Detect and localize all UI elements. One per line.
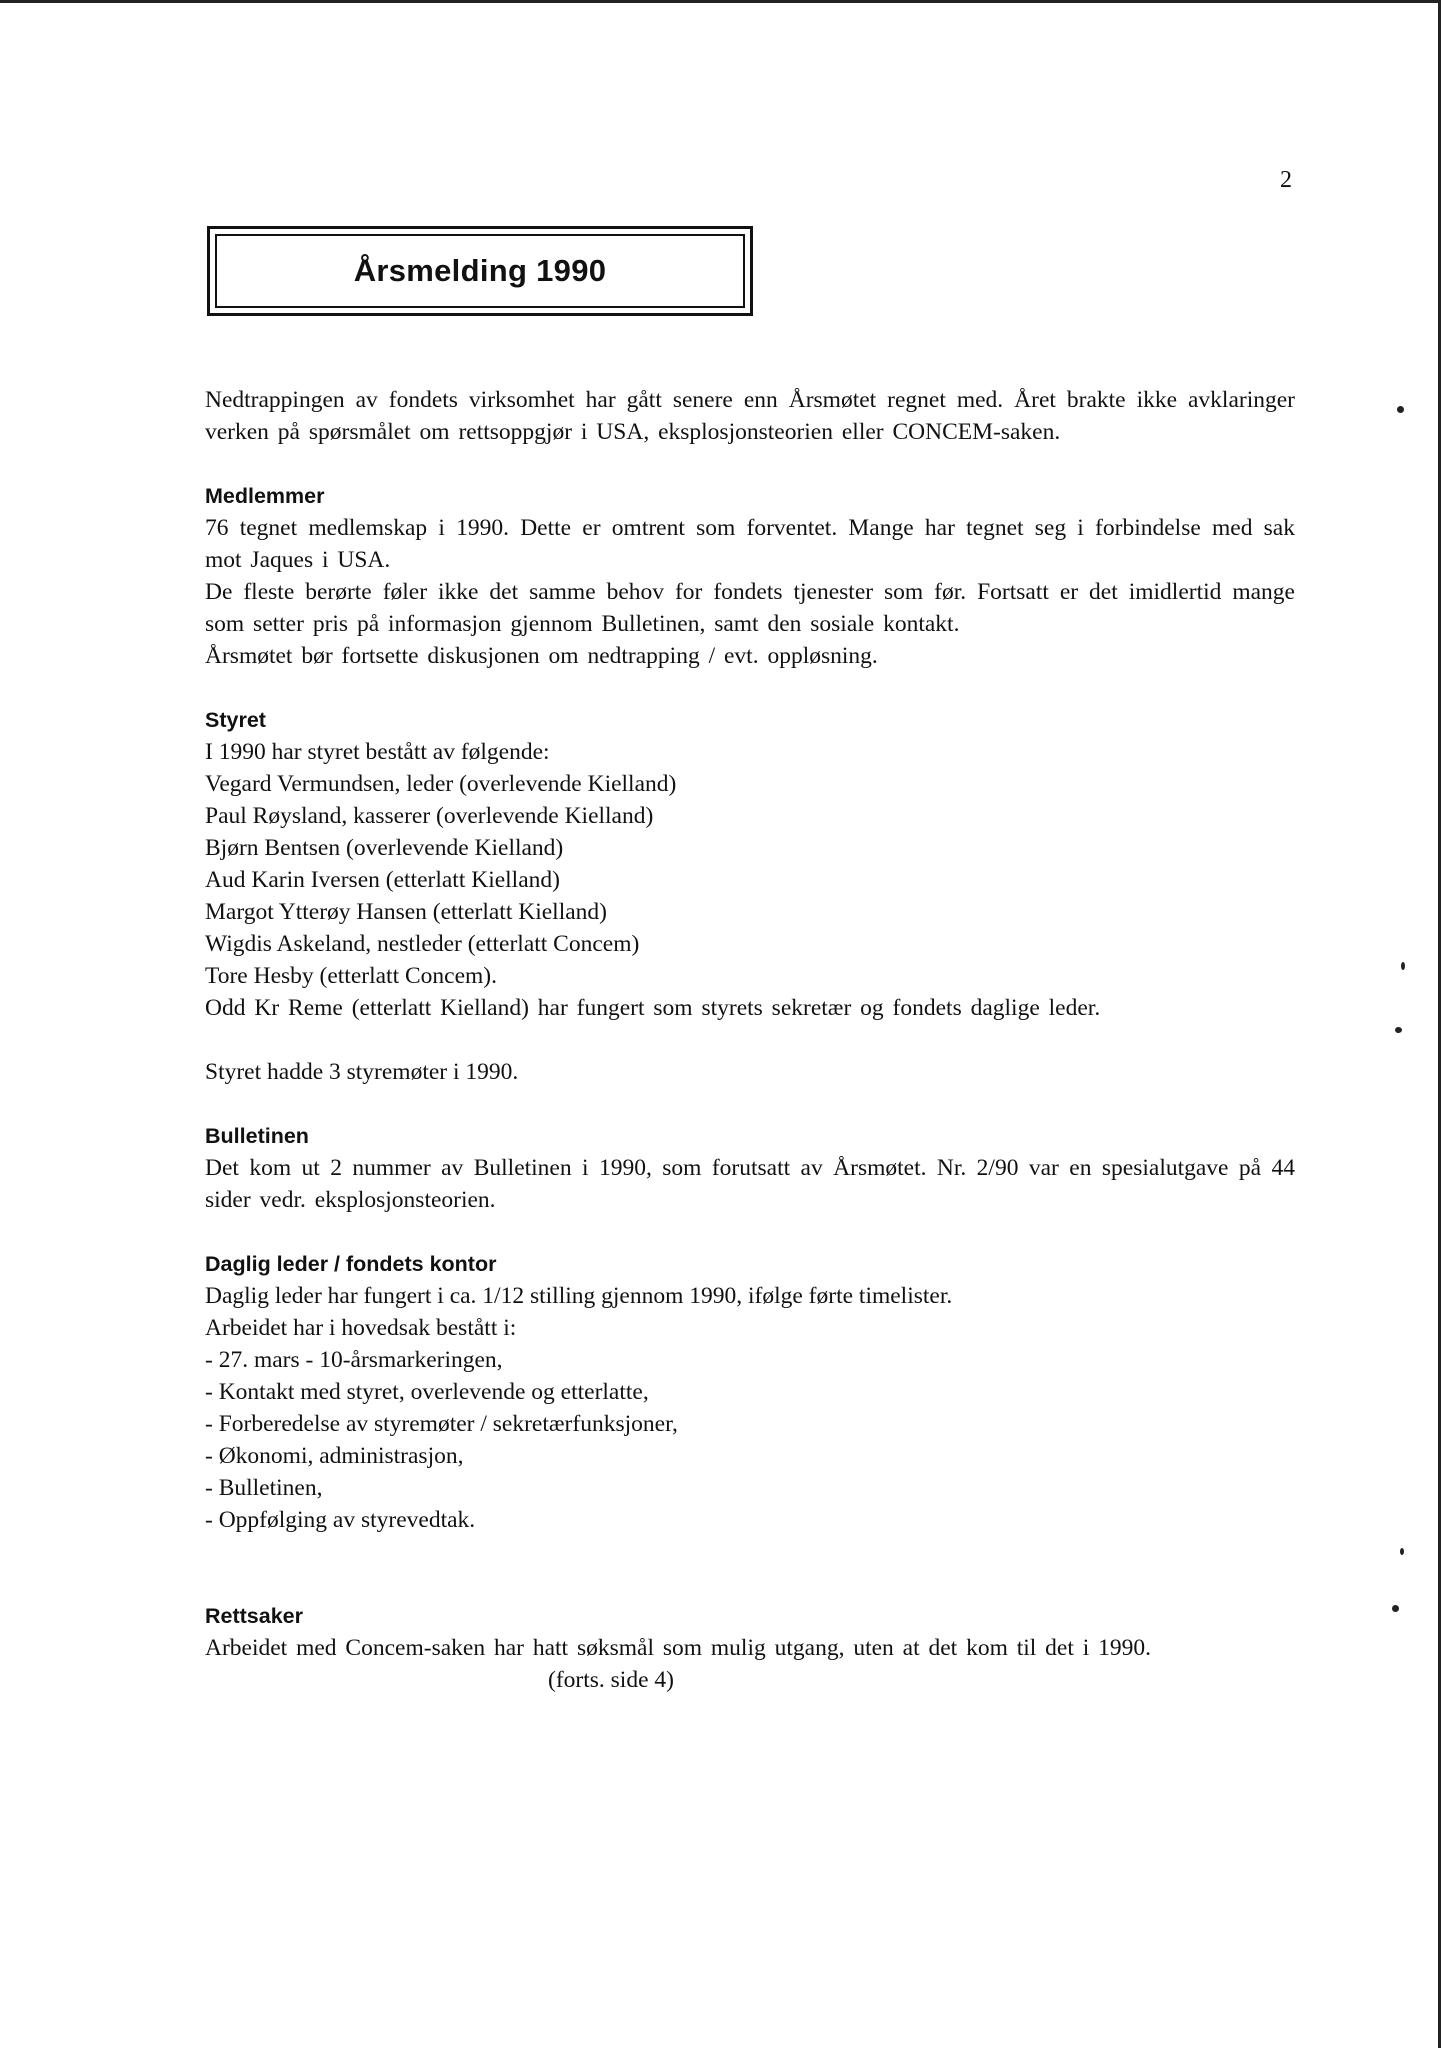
scan-speck bbox=[1400, 1548, 1404, 1555]
heading-medlemmer: Medlemmer bbox=[205, 484, 325, 508]
daglig-leder-line-1: Daglig leder har fungert i ca. 1/12 stilling gjennom 1990, ifølge førte timelister. bbox=[205, 1283, 953, 1309]
section-rettsaker bbox=[205, 1600, 1295, 1696]
scan-edge-top bbox=[0, 0, 1441, 3]
heading-daglig-leder: Daglig leder / fondets kontor bbox=[205, 1252, 497, 1276]
board-member: Margot Ytterøy Hansen (etterlatt Kielland) bbox=[205, 899, 607, 925]
task-list-item: - Bulletinen, bbox=[205, 1475, 323, 1501]
task-list-item: - Oppfølging av styrevedtak. bbox=[205, 1507, 476, 1533]
heading-rettsaker: Rettsaker bbox=[205, 1604, 303, 1628]
styret-secretary: Odd Kr Reme (etterlatt Kielland) har fungert som styrets sekretær og fondets daglige leder. bbox=[205, 995, 1101, 1021]
heading-styret: Styret bbox=[205, 708, 266, 732]
board-member: Aud Karin Iversen (etterlatt Kielland) bbox=[205, 867, 560, 893]
rettsaker-paragraph: Arbeidet med Concem-saken har hatt søksmål som mulig utgang, uten at det kom til det i 1990. bbox=[205, 1635, 1152, 1661]
board-member: Tore Hesby (etterlatt Concem). bbox=[205, 963, 497, 989]
section-bulletinen bbox=[205, 1120, 1295, 1216]
daglig-leder-line-2: Arbeidet har i hovedsak bestått i: bbox=[205, 1315, 517, 1341]
medlemmer-paragraph-1: 76 tegnet medlemskap i 1990. Dette er omtrent som forventet. Mange har tegnet seg i forbindelse med sak mot Jaques i USA. bbox=[205, 515, 1295, 573]
bulletinen-paragraph: Det kom ut 2 nummer av Bulletinen i 1990, som forutsatt av Årsmøtet. Nr. 2/90 var en spesialutgave på 44 sider vedr. eksplosjonsteorien. bbox=[205, 1155, 1295, 1213]
spacer bbox=[205, 1536, 1295, 1568]
document-title: Årsmelding 1990 bbox=[353, 253, 607, 288]
heading-bulletinen: Bulletinen bbox=[205, 1124, 309, 1148]
page-number: 2 bbox=[1280, 167, 1292, 193]
intro-paragraph: Nedtrappingen av fondets virksomhet har gått senere enn Årsmøtet regnet med. Året brakte ikke avklaringer verken på spørsmålet om rettsoppgjør i USA, eksplosjonsteorien eller CONCEM-saken. bbox=[205, 387, 1295, 445]
board-member: Wigdis Askeland, nestleder (etterlatt Concem) bbox=[205, 931, 640, 957]
task-list-item: - Forberedelse av styremøter / sekretærfunksjoner, bbox=[205, 1411, 678, 1437]
medlemmer-paragraph-2: De fleste berørte føler ikke det samme behov for fondets tjenester som før. Fortsatt er det imidlertid mange som setter pris på informasjon gjennom Bulletinen, samt den sosiale kontakt. bbox=[205, 579, 1295, 637]
board-member: Vegard Vermundsen, leder (overlevende Kielland) bbox=[205, 771, 677, 797]
scan-speck bbox=[1395, 1027, 1402, 1033]
section-styret bbox=[205, 704, 1295, 1088]
board-member: Bjørn Bentsen (overlevende Kielland) bbox=[205, 835, 564, 861]
medlemmer-paragraph-3: Årsmøtet bør fortsette diskusjonen om nedtrapping / evt. oppløsning. bbox=[205, 643, 878, 669]
section-daglig-leder bbox=[205, 1248, 1295, 1536]
section-medlemmer bbox=[205, 480, 1295, 672]
board-member: Paul Røysland, kasserer (overlevende Kielland) bbox=[205, 803, 654, 829]
title-box-inner bbox=[215, 234, 745, 308]
task-list-item: - Kontakt med styret, overlevende og etterlatte, bbox=[205, 1379, 649, 1405]
document-body bbox=[205, 384, 1295, 1696]
styret-intro: I 1990 har styret bestått av følgende: bbox=[205, 739, 550, 765]
scan-speck bbox=[1401, 962, 1405, 970]
task-list-item: - Økonomi, administrasjon, bbox=[205, 1443, 464, 1469]
spacer bbox=[205, 1024, 1295, 1056]
scan-speck bbox=[1392, 1605, 1399, 1612]
continued-note: (forts. side 4) bbox=[548, 1667, 674, 1693]
styret-meetings: Styret hadde 3 styremøter i 1990. bbox=[205, 1059, 519, 1085]
title-box bbox=[207, 226, 753, 316]
scan-speck bbox=[1397, 406, 1404, 413]
task-list-item: - 27. mars - 10-årsmarkeringen, bbox=[205, 1347, 503, 1373]
